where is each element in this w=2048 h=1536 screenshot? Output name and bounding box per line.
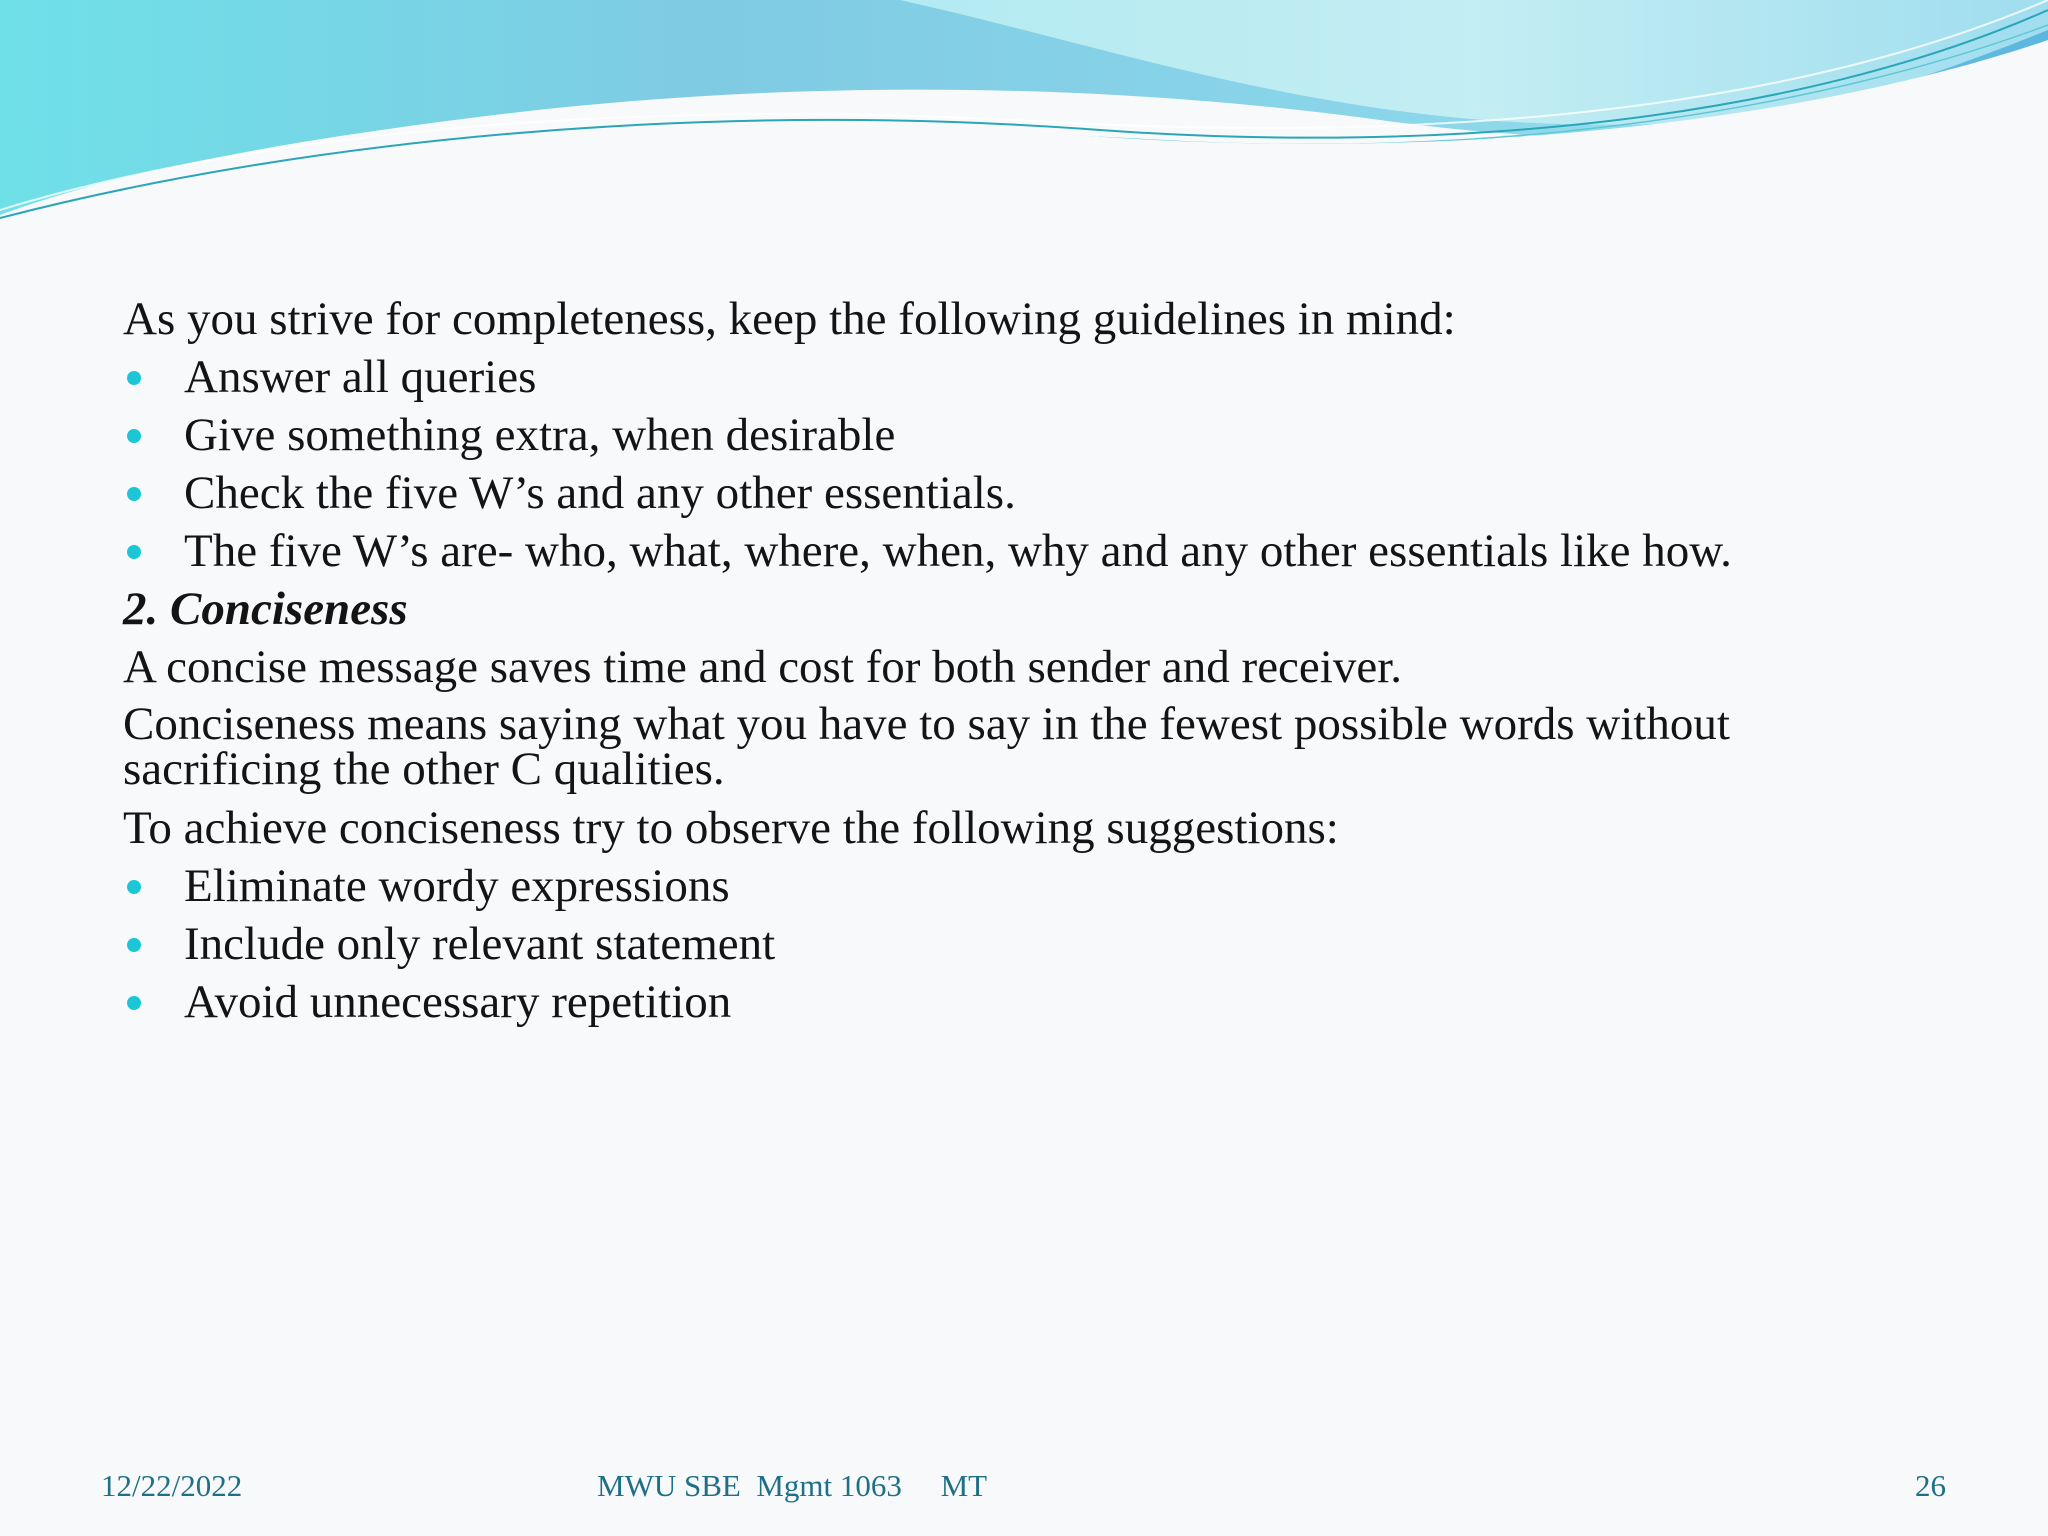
paragraph-suggestions-intro: To achieve conciseness try to observe the following suggestions: (123, 802, 1339, 854)
list-item: The five W’s are- who, what, where, when, why and any other essentials like how. (123, 522, 1923, 580)
list-item: Give something extra, when desirable (123, 406, 1923, 464)
bullet-dot-icon (127, 938, 141, 952)
bullet-dot-icon (127, 487, 141, 501)
list-item: Check the five W’s and any other essentials. (123, 464, 1923, 522)
paragraph-concise-message: A concise message saves time and cost for both sender and receiver. (123, 641, 1403, 693)
list-item: Include only relevant statement (123, 915, 1923, 973)
paragraph-conciseness-definition: Conciseness means saying what you have to say in the fewest possible words without sacrificing the other C qualities. (123, 698, 1730, 795)
list-item: Answer all queries (123, 348, 1923, 406)
wave-header-decoration (0, 0, 2048, 240)
section-heading: 2. Conciseness (123, 583, 408, 635)
bullet-dot-icon (127, 880, 141, 894)
bullet-dot-icon (127, 429, 141, 443)
intro-text: As you strive for completeness, keep the following guidelines in mind: (123, 293, 1456, 345)
bullet-dot-icon (127, 545, 141, 559)
bullet-dot-icon (127, 371, 141, 385)
completeness-list (123, 348, 1923, 580)
slide-body (123, 290, 1923, 1031)
list-item: Avoid unnecessary repetition (123, 973, 1923, 1031)
list-item: Eliminate wordy expressions (123, 857, 1923, 915)
footer-date: 12/22/2022 (101, 1468, 243, 1503)
footer-course: MWU SBE Mgmt 1063 MT (597, 1468, 988, 1503)
conciseness-list (123, 857, 1923, 1031)
footer-page-number: 26 (1915, 1468, 1946, 1503)
bullet-dot-icon (127, 996, 141, 1010)
